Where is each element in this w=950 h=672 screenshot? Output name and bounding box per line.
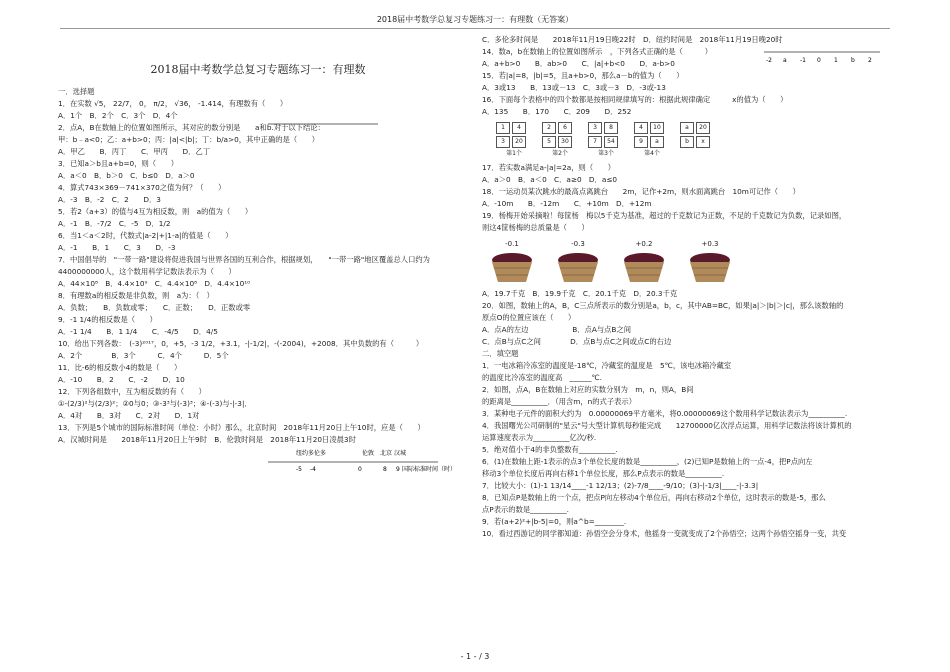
- pattern-table: [496, 122, 532, 160]
- question-line: 4400000000人，这个数用科学记数法表示为（ ）: [58, 267, 236, 276]
- timeline-label: 汉城: [394, 450, 407, 457]
- question-line: 甲：b﹣a<0；乙：a+b>0；丙：|a|<|b|；丁：b/a>0，其中正确的是（ ）: [58, 135, 320, 144]
- pattern-cell: x: [696, 136, 710, 148]
- basket-weight-label: -0.1: [505, 240, 519, 248]
- question-line: 4．算式743×369－741×370之值为何？（ ）: [58, 183, 226, 192]
- pattern-cell: 30: [558, 136, 572, 148]
- question-line: ①-(2/3)²与(2/3)²；②0与0；③-3³与(-3)³；④-(-3)与-|-3|．: [58, 399, 252, 408]
- basket-icon: [686, 250, 734, 284]
- question-line: A．负数； B．负数或零； C．正数； D．正数或零: [58, 303, 251, 312]
- question-line: 10．给出下列各数： (-3)²⁰¹⁷，0，+5，-3 1/2，+3.1，-|-1/2|，-(-2004)，+2008．其中负数的有（ ）: [58, 339, 424, 348]
- question-line: 5．若2（a+3）的值与4互为相反数，则 a的值为（ ）: [58, 207, 253, 216]
- question-line: A．44×10⁸ B．4.4×10⁹ C．4.4×10⁸ D．4.4×10¹⁰: [58, 279, 251, 288]
- question-line: A．汉城时间是 2018年11月20日上午9时 B．伦敦时间是 2018年11月20日凌晨3时: [58, 435, 356, 444]
- question-line: 则这4筐杨梅的总质量是（ ）: [482, 223, 589, 232]
- question-line: 8．已知点P是数轴上的一个点，把点P向左移动4个单位后，再向右移动2个单位，这时表示的数是-5，那么: [482, 493, 826, 502]
- pattern-label: 第1个: [506, 150, 522, 157]
- pattern-cell: 8: [604, 122, 618, 134]
- question-line: 点P表示的数是__________.: [482, 505, 569, 514]
- basket-icon: [620, 250, 668, 284]
- pattern-cell: 4: [512, 122, 526, 134]
- question-line: 的距离是__________．（用含m，n的式子表示）: [482, 397, 637, 406]
- pattern-cell: 4: [634, 122, 648, 134]
- question-line: 7．比较大小：(1)-1 13/14____-1 12/13；(2)-7/8____-9/10；(3)-|-1/3|____-|-3.3|: [482, 481, 759, 490]
- number-line-tick: -1: [800, 57, 806, 64]
- question-line: C．多伦多时间是 2018年11月19日晚22时 D．纽约时间是 2018年11月19日晚20时: [482, 35, 783, 44]
- question-line: 14．数a，b在数轴上的位置如图所示 ，下列各式正确的是（ ）: [482, 47, 712, 56]
- question-line: 8．有理数a的相反数是非负数，则 a为：（ ）: [58, 291, 214, 300]
- basket-weight-label: +0.3: [701, 240, 719, 248]
- question-line: 9．-1 1/4的相反数是（ ）: [58, 315, 157, 324]
- basket-weight-label: +0.2: [635, 240, 653, 248]
- timeline-num: 9: [396, 466, 400, 473]
- number-line-tick: a: [783, 57, 787, 64]
- question-line: C．点B与点C之间 D．点B与点C之间或点C的右边: [482, 337, 672, 346]
- pattern-cell: a: [680, 122, 694, 134]
- question-line: 1．在实数 √5， 22/7， 0， π/2， √36， -1.414，有理数有（ ）: [58, 99, 288, 108]
- timeline-label: 北京: [380, 450, 393, 457]
- pattern-cell: 54: [604, 136, 618, 148]
- pattern-table: [542, 122, 578, 160]
- question-line: 运算速度表示为__________亿次/秒.: [482, 433, 597, 442]
- question-line: A．-3 B．-2 C．2 D．3: [58, 195, 161, 204]
- question-line: 6．(1)在数轴上距-1表示的点3个单位长度的数是__________，(2)已知P是数轴上的一点-4，把P点向左: [482, 457, 813, 466]
- question-line: 3．某种电子元件的面积大约为 0.00000069平方毫米，将0.00000069这个数用科学记数法表示为__________.: [482, 409, 848, 418]
- question-line: A．点A的左边 B．点A与点B之间: [482, 325, 632, 334]
- question-line: 1．一电冰箱冷冻室的温度是-18℃，冷藏室的温度是 5℃，该电冰箱冷藏室: [482, 361, 732, 370]
- question-line: 20．如图，数轴上的A，B，C三点所表示的数分别是a，b，c，其中AB=BC，如果|a|＞|b|＞|c|，那么该数轴的: [482, 301, 844, 310]
- question-line: 13．下列是5个城市的国际标准时间（单位：小时）那么，北京时间 2018年11月20日上午10时，应是（ ）: [58, 423, 425, 432]
- question-line: A．a＞0 B．a＜0 C．a≥0 D．a≤0: [482, 175, 618, 184]
- timeline-label: 多伦多: [308, 450, 327, 457]
- pattern-cell: 20: [696, 122, 710, 134]
- timeline-figure: [58, 446, 458, 474]
- number-line-tick: -2: [766, 57, 772, 64]
- question-line: 2．点A，B在数轴上的位置如图所示，其对应的数分别是 a和b.对于以下结论：: [58, 123, 325, 132]
- question-line: A．a+b>0 B．ab>0 C．|a|+b<0 D．a-b>0: [482, 59, 675, 68]
- pattern-cell: b: [680, 136, 694, 148]
- pattern-label: 第2个: [552, 150, 568, 157]
- question-line: A．-1 1/4 B．1 1/4 C．-4/5 D．4/5: [58, 327, 218, 336]
- page-title: 2018届中考数学总复习专题练习一：有理数: [150, 63, 366, 76]
- number-line-q14: [762, 46, 882, 64]
- basket-icon: [488, 250, 536, 284]
- question-line: 原点O的位置应该在（ ）: [482, 313, 576, 322]
- question-line: 9．若(a+2)²+|b-5|=0，则a^b=________.: [482, 517, 627, 526]
- timeline-num: -4: [310, 466, 316, 473]
- question-line: 6．当1＜a＜2时，代数式|a-2|+|1-a|的值是（ ）: [58, 231, 233, 240]
- pattern-table-unknown: [680, 122, 716, 160]
- basket-item: [686, 238, 734, 284]
- question-line: 12．下列各组数中，互为相反数的有（ ）: [58, 387, 206, 396]
- question-line: 17．若实数a满足a-|a|=2a，则（ ）: [482, 163, 616, 172]
- timeline-num: 0: [358, 466, 362, 473]
- pattern-cell: 3: [588, 122, 602, 134]
- pattern-table: [588, 122, 624, 160]
- question-line: A．-1 B．-7/2 C．-5 D．1/2: [58, 219, 171, 228]
- question-line: 的温度比冷冻室的温度高 ______℃.: [482, 373, 602, 382]
- question-line: A．-1 B．1 C．3 D．-3: [58, 243, 176, 252]
- pattern-tables: [496, 122, 892, 160]
- basket-figures: [488, 238, 892, 284]
- timeline-label: 伦敦: [362, 450, 375, 457]
- page-footer: - 1 - / 3: [460, 652, 490, 661]
- pattern-table: [634, 122, 670, 160]
- pattern-cell: 20: [512, 136, 526, 148]
- number-line-tick: 0: [817, 57, 821, 64]
- question-line: 移动3个单位长度后再向右移1个单位长度，那么P点表示的数是__________.: [482, 469, 725, 478]
- question-line: A．甲乙 B．丙丁 C．甲丙 D．乙丁: [58, 147, 211, 156]
- pattern-cell: 7: [588, 136, 602, 148]
- basket-weight-label: -0.3: [571, 240, 585, 248]
- right-column: [482, 34, 892, 540]
- question-line: A．1个 B．2个 C．3个 D．4个: [58, 111, 178, 120]
- pattern-cell: 9: [634, 136, 648, 148]
- question-line: 3．已知a＞b且a+b=0，则（ ）: [58, 159, 178, 168]
- pattern-label: 第4个: [644, 150, 660, 157]
- question-line: 7．中国倡导的 "一带一路"建设将促进我国与世界各国的互利合作，根据规划， "一带一路"地区覆盖总人口约为: [58, 255, 430, 264]
- number-line-tick: 1: [834, 57, 838, 64]
- question-line: 16．下面每个表格中的四个数都是按相同规律填写的：根据此规律确定 x的值为（ ）: [482, 95, 788, 104]
- pattern-label: 第3个: [598, 150, 614, 157]
- question-line: 2．如图，点A，B在数轴上对应的实数分别为 m，n，则A，B间: [482, 385, 694, 394]
- pattern-cell: 2: [542, 122, 556, 134]
- pattern-cell: a: [650, 136, 664, 148]
- timeline-num: 8: [383, 466, 387, 473]
- question-line: 4．我国曙光公司研制的"星云"号大型计算机每秒能完成 12700000亿次浮点运算，用科学记数法将该计算机的: [482, 421, 852, 430]
- question-line: 二．填空题: [482, 349, 519, 358]
- basket-item: [620, 238, 668, 284]
- pattern-cell: 10: [650, 122, 664, 134]
- number-line-q14-svg: [762, 46, 882, 66]
- pattern-cell: 6: [558, 122, 572, 134]
- pattern-cell: 1: [496, 122, 510, 134]
- question-line: A．19.7千克 B．19.9千克 C．20.1千克 D．20.3千克: [482, 289, 678, 298]
- timeline-caption: 国际标准时间（时）: [402, 466, 457, 473]
- question-line: 11．比-6的相反数小4的数是（ ）: [58, 363, 182, 372]
- basket-icon: [554, 250, 602, 284]
- question-line: 18．一运动员某次跳水的最高点离跳台 2m，记作+2m，则水面离跳台 10m可记作（ ）: [482, 187, 800, 196]
- left-column: [58, 34, 458, 474]
- page-header: 2018届中考数学总复习专题练习一：有理数（无答案）: [60, 14, 890, 29]
- question-line: A．3或13 B．13或－13 C．3或－3 D．-3或-13: [482, 83, 666, 92]
- question-line: 一．选择题: [58, 87, 95, 96]
- number-line-tick: 2: [868, 57, 872, 64]
- question-line: A．-10 B．2 C．-2 D．10: [58, 375, 185, 384]
- question-line: A．a＜0 B．b＞0 C．b≤0 D．a＞0: [58, 171, 195, 180]
- question-line: 19．杨梅开始采摘啦！每筐杨 梅以5千克为基准，超过的千克数记为正数，不足的千克数记为负数，记录如图，: [482, 211, 847, 220]
- timeline-label: 纽约: [296, 450, 309, 457]
- number-line-tick: b: [851, 57, 855, 64]
- question-line: 5．绝对值小于4的非负整数有__________.: [482, 445, 618, 454]
- question-line: 10．看过西游记的同学都知道：孙悟空会分身术，他摇身一变就变成了2个孙悟空；这两个孙悟空摇身一变，共变: [482, 529, 847, 538]
- question-line: A．-10m B．-12m C．+10m D．+12m: [482, 199, 652, 208]
- pattern-cell: 3: [496, 136, 510, 148]
- basket-item: [488, 238, 536, 284]
- basket-item: [554, 238, 602, 284]
- number-line-q2: [263, 116, 383, 134]
- pattern-cell: 5: [542, 136, 556, 148]
- question-line: 15．若|a|=8，|b|=5，且a+b>0，那么a－b的值为（ ）: [482, 71, 684, 80]
- question-line: A．4对 B．3对 C．2对 D．1对: [58, 411, 200, 420]
- question-line: A．135 B．170 C．209 D．252: [482, 107, 632, 116]
- question-line: A．2个 B．3个 C．4个 D．5个: [58, 351, 229, 360]
- timeline-num: -5: [296, 466, 302, 473]
